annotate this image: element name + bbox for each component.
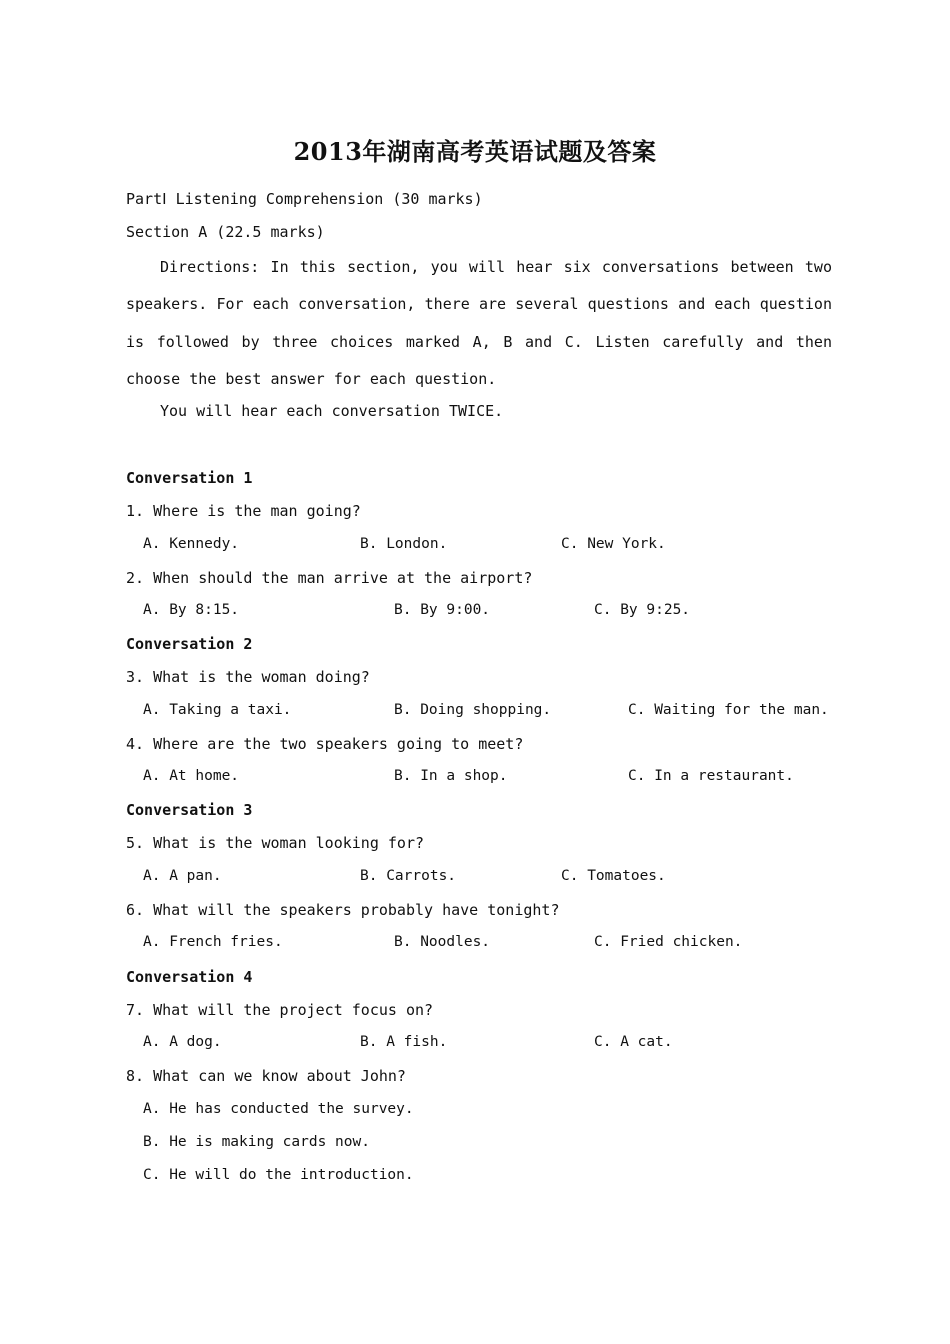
option-b: B. In a shop. bbox=[394, 768, 508, 784]
conversation-heading: Conversation 3 bbox=[126, 801, 253, 819]
option-c: C. A cat. bbox=[594, 1034, 673, 1050]
option-c: C. By 9:25. bbox=[594, 602, 691, 618]
option-c: C. New York. bbox=[561, 536, 666, 552]
option-a: A. Taking a taxi. bbox=[143, 702, 292, 718]
directions-paragraph: Directions: In this section, you will hear six conversations between two speakers. For each conversation, there are several questions and each question is followed by three choices marked A, B and C. Listen carefully and then choose the best answer for each question. bbox=[126, 258, 832, 388]
option-b: B. By 9:00. bbox=[394, 602, 491, 618]
question: 6. What will the speakers probably have tonight? bbox=[126, 901, 560, 919]
option-b: B. Doing shopping. bbox=[394, 702, 552, 718]
question: 5. What is the woman looking for? bbox=[126, 834, 425, 852]
option-c: C. Tomatoes. bbox=[561, 868, 666, 884]
conversation-heading: Conversation 4 bbox=[126, 968, 253, 986]
twice-note: You will hear each conversation TWICE. bbox=[160, 402, 504, 420]
option-a: A. French fries. bbox=[143, 934, 283, 950]
option-b: B. London. bbox=[360, 536, 448, 552]
option-b: B. Carrots. bbox=[360, 868, 457, 884]
question: 7. What will the project focus on? bbox=[126, 1001, 434, 1019]
question: 8. What can we know about John? bbox=[126, 1067, 406, 1085]
option-a: A. At home. bbox=[143, 768, 240, 784]
option-c: C. He will do the introduction. bbox=[143, 1167, 414, 1183]
option-c: C. Waiting for the man. bbox=[628, 702, 829, 718]
option-a: A. By 8:15. bbox=[143, 602, 240, 618]
option-a: A. He has conducted the survey. bbox=[143, 1101, 414, 1117]
page-title: 2013年湖南高考英语试题及答案 bbox=[293, 137, 657, 166]
option-a: A. Kennedy. bbox=[143, 536, 240, 552]
conversation-heading: Conversation 2 bbox=[126, 635, 253, 653]
conversation-heading: Conversation 1 bbox=[126, 469, 253, 487]
part-heading: PartⅠ Listening Comprehension (30 marks) bbox=[126, 190, 483, 208]
option-b: B. Noodles. bbox=[394, 934, 491, 950]
option-b: B. A fish. bbox=[360, 1034, 448, 1050]
option-c: C. Fried chicken. bbox=[594, 934, 743, 950]
question: 2. When should the man arrive at the airport? bbox=[126, 569, 533, 587]
option-b: B. He is making cards now. bbox=[143, 1134, 370, 1150]
question: 1. Where is the man going? bbox=[126, 502, 361, 520]
question: 4. Where are the two speakers going to meet? bbox=[126, 735, 524, 753]
option-c: C. In a restaurant. bbox=[628, 768, 794, 784]
option-a: A. A pan. bbox=[143, 868, 222, 884]
section-heading: Section A (22.5 marks) bbox=[126, 223, 325, 241]
option-a: A. A dog. bbox=[143, 1034, 222, 1050]
question: 3. What is the woman doing? bbox=[126, 668, 370, 686]
